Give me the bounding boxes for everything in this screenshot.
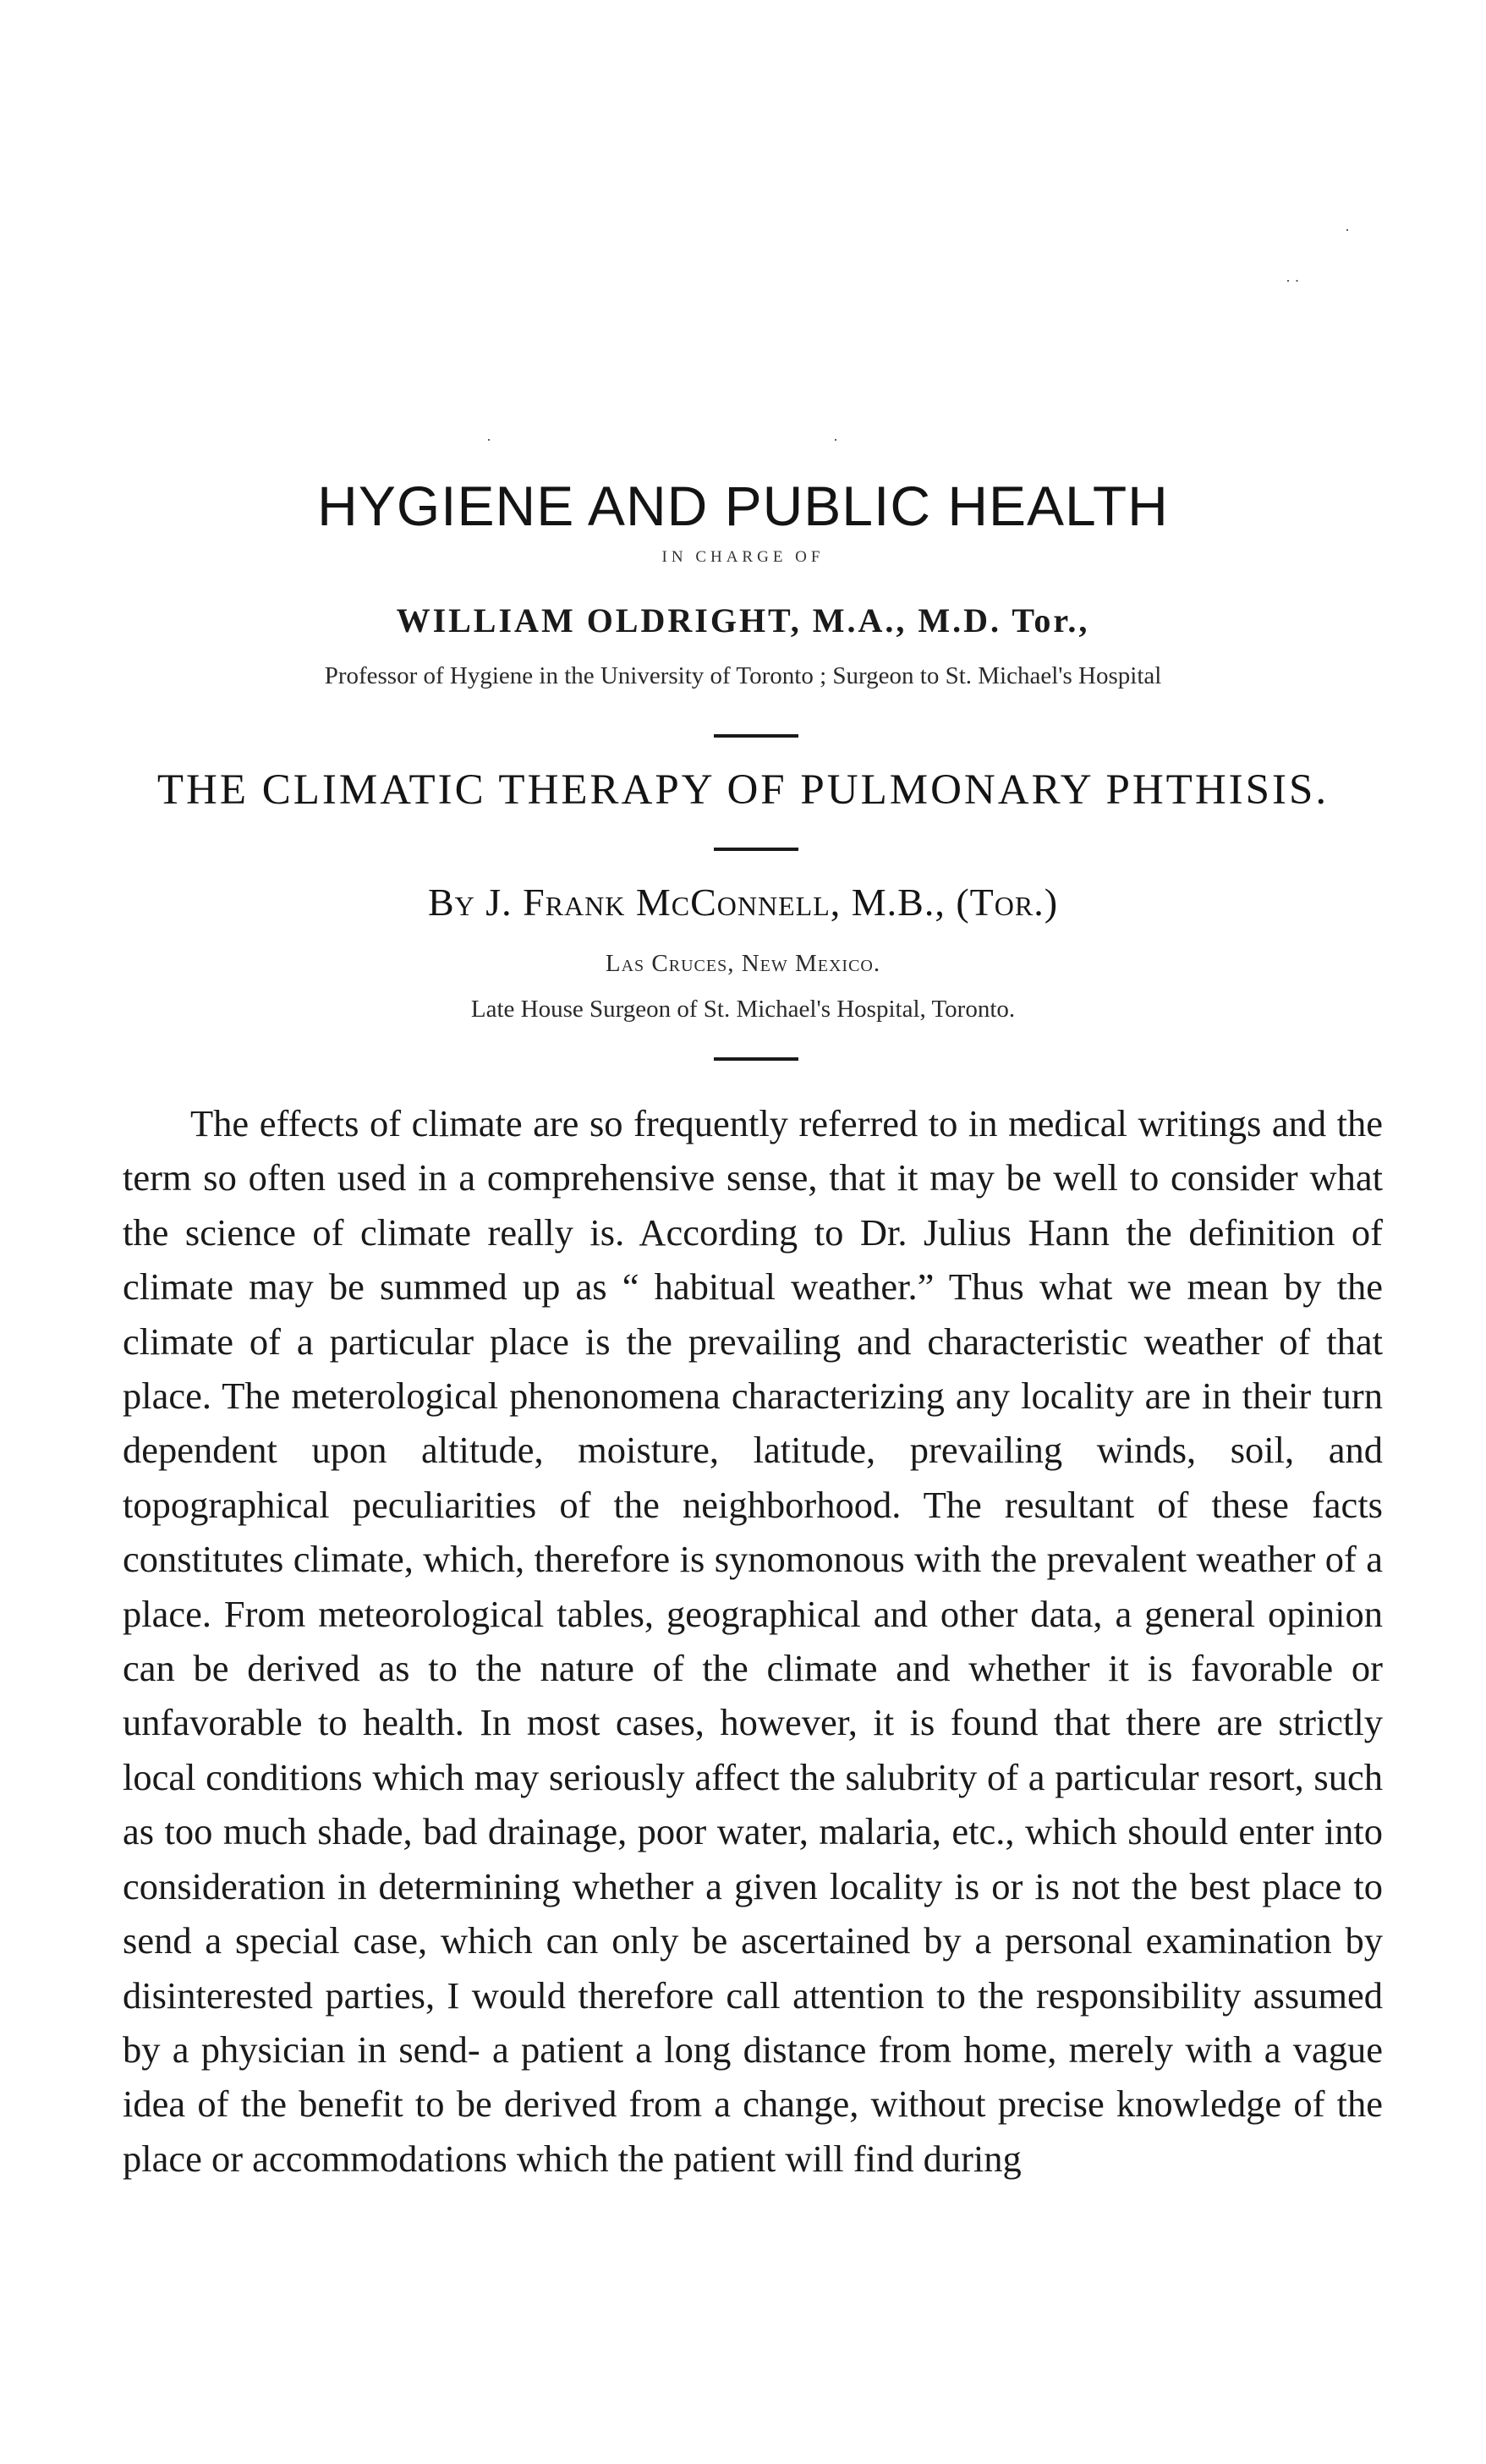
author-byline: By J. Frank McConnell, M.B., (Tor.) [427, 881, 1059, 924]
section-title: HYGIENE AND PUBLIC HEALTH [317, 475, 1169, 537]
editor-affiliation: Professor of Hygiene in the University of Toronto ; Surgeon to St. Michael's Hospital [324, 662, 1162, 689]
editor-name: WILLIAM OLDRIGHT, M.A., M.D. Tor., [396, 601, 1090, 639]
print-speck: · · [1286, 272, 1300, 289]
author-location: Las Cruces, New Mexico. [605, 950, 881, 977]
print-speck: · [486, 431, 491, 448]
author-note: Late House Surgeon of St. Michael's Hospital, Toronto. [470, 996, 1016, 1023]
in-charge-label: IN CHARGE OF [661, 548, 825, 566]
divider-rule [714, 734, 798, 738]
article-title: THE CLIMATIC THERAPY OF PULMONARY PHTHISIS. [156, 766, 1330, 814]
article-body-paragraph: The effects of climate are so frequently referred to in medical writings and the term so often used in a comprehensive sense, that it may be well to consider what the science of climate really is. According to Dr. Julius Hann the definition of climate may be summed up as “ habitual weather.” Thus what we mean by the climate of a particular place is the prevailing and characteristic weather of that place. The meterological phenonomena characterizing any locality are in their turn dependent upon altitude, moisture, latitude, prevailing winds, soil, and topographical peculiarities of the neighborhood. The resultant of these facts constitutes climate, which, therefore is synomonous with the prevalent weather of a place. From meteorological tables, geographical and other data, a general opinion can be derived as to the nature of the climate and whether it is favorable or unfavorable to health. In most cases, however, it is found that there are strictly local conditions which may seriously affect the salubrity of a particular resort, such as too much shade, bad drainage, poor water, malaria, etc., which should enter into consideration in determining whether a given locality is or is not the best place to send a special case, which can only be ascertained by a personal examination by disinterested parties, I would therefore call attention to the responsibility assumed by a physician in send- a patient a long distance from home, merely with a vague idea of the benefit to be derived from a change, without precise knowledge of the place or accommodations which the patient will find during [123, 1102, 1383, 2180]
divider-rule [714, 848, 798, 851]
print-speck: · [1345, 222, 1350, 239]
print-speck: · [833, 431, 838, 448]
divider-rule [714, 1057, 798, 1061]
